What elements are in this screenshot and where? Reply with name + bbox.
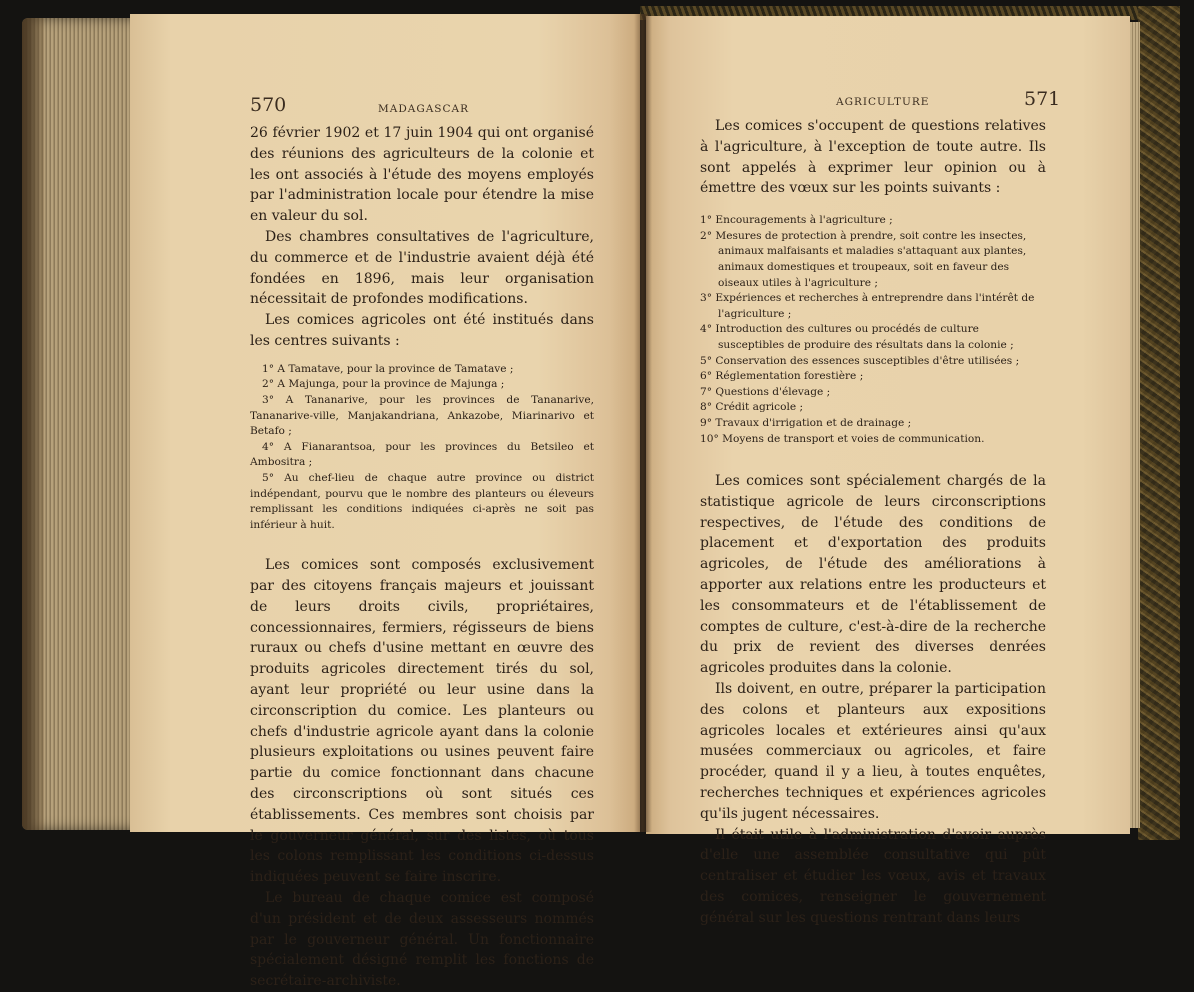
list-item: 4° A Fianarantsoa, pour les provinces du Betsileo et Ambositra ;: [250, 440, 594, 469]
right-text-block: [700, 116, 1046, 929]
list-item: 4° Introduction des cultures ou procédés de culture susceptibles de produire des résultats dans la colonie ;: [700, 323, 1014, 351]
book-cover-marbled-edge: [1138, 6, 1180, 840]
list-item: 2° A Majunga, pour la province de Majunga ;: [262, 378, 505, 391]
left-text-block: [250, 123, 594, 992]
list-item: 5° Conservation des essences susceptibles d'être utilisées ;: [700, 354, 1020, 367]
list-item: 1° Encouragements à l'agriculture ;: [700, 214, 893, 227]
right-points-list: [700, 213, 1046, 447]
right-paragraph-2: Les comices sont spécialement chargés de la statistique agricole de leurs circonscriptions respectives, de l'étude des conditions de placement et d'exportation des produits agricoles, de l'étude des améliorations à apporter aux relations entre les producteurs et les consommateurs et de l'établissement de comptes de culture, c'est-à-dire de la recherche du prix de revient des diverses denrées agricoles produites dans la colonie.: [700, 473, 1046, 677]
book-gutter-shadow: [634, 14, 652, 832]
left-paragraph-5: Le bureau de chaque comice est composé d'un président et de deux assesseurs nommés par le gouverneur général. Un fonctionnaire spécialement désigné remplit les fonctions de secrétaire-archiviste.: [250, 890, 594, 990]
list-item: 8° Crédit agricole ;: [700, 401, 804, 414]
list-item: 3° Expériences et recherches à entreprendre dans l'intérêt de l'agriculture ;: [700, 292, 1035, 320]
right-paragraph-3: Ils doivent, en outre, préparer la participation des colons et planteurs aux expositions agricoles locales et extérieures ainsi qu'aux musées commerciaux ou agricoles, et faire procéder, quand il y a lieu, à toutes enquêtes, recherches techniques et expériences agricoles qu'ils jugent nécessaires.: [700, 681, 1046, 822]
right-paragraph-1: Les comices s'occupent de questions relatives à l'agriculture, à l'exception de toute autre. Ils sont appelés à exprimer leur opinion ou à émettre des vœux sur les points suivants :: [700, 118, 1046, 197]
list-item: 6° Réglementation forestière ;: [700, 370, 864, 383]
list-item: 1° A Tamatave, pour la province de Tamatave ;: [262, 362, 514, 375]
left-paragraph-4: Les comices sont composés exclusivement par des citoyens français majeurs et jouissant de leurs droits civils, propriétaires, concessionnaires, fermiers, régisseurs de biens ruraux ou chefs d'usine mettant en œuvre des produits agricoles directement tirés du sol, ayant leur propriété ou leur usine dans la circonscription du comice. Les planteurs ou chefs d'industrie agricole ayant dans la colonie plusieurs exploitations ou usines peuvent faire partie du comice fonctionnant dans chacune des circonscriptions où sont situés ces établissements. Ces membres sont choisis par le gouverneur général, sur des listes, où tous les colons remplissant les conditions ci-dessus indiquées peuvent se faire inscrire.: [250, 557, 594, 886]
right-page-number: 571: [1024, 88, 1061, 110]
list-item: 5° Au chef-lieu de chaque autre province ou district indépendant, pourvu que le nombre des planteurs ou éleveurs remplissant les conditions indiquées ci-après ne soit pas inférieur à huit.: [250, 471, 594, 531]
left-paragraph-3: Les comices agricoles ont été institués dans les centres suivants :: [250, 312, 594, 349]
right-paragraph-4: Il était utile à l'administration d'avoir auprès d'elle une assemblée consultative qui pût centraliser et étudier les vœux, avis et travaux des comices, renseigner le gouvernement général sur les questions rentrant dans leurs: [700, 826, 1046, 926]
left-page-number: 570: [250, 94, 287, 116]
left-running-head: MADAGASCAR: [378, 103, 470, 115]
list-item: 7° Questions d'élevage ;: [700, 385, 831, 398]
right-page: [646, 16, 1130, 926]
list-item: 10° Moyens de transport et voies de communication.: [700, 432, 985, 445]
list-item: 9° Travaux d'irrigation et de drainage ;: [700, 416, 912, 429]
left-centres-list: [250, 362, 594, 534]
left-paragraph-2: Des chambres consultatives de l'agriculture, du commerce et de l'industrie avaient déjà été fondées en 1896, mais leur organisation nécessitait de profondes modifications.: [250, 228, 594, 308]
left-paragraph-1: 26 février 1902 et 17 juin 1904 qui ont organisé des réunions des agriculteurs de la colonie et les ont associés à l'étude des moyens employés par l'administration locale pour étendre la mise en valeur du sol.: [250, 125, 594, 225]
right-running-head: AGRICULTURE: [836, 96, 930, 108]
page-stack-left: [22, 18, 142, 830]
list-item: 3° A Tananarive, pour les provinces de Tananarive, Tananarive-ville, Manjakandriana, Ankazobe, Miarinarivo et Betafo ;: [250, 393, 594, 438]
list-item: 2° Mesures de protection à prendre, soit contre les insectes, animaux malfaisants et maladies s'attaquant aux plantes, animaux domestiques et troupeaux, soit en faveur des oiseaux utiles à l'agriculture ;: [700, 229, 1027, 289]
left-page: [130, 14, 640, 990]
